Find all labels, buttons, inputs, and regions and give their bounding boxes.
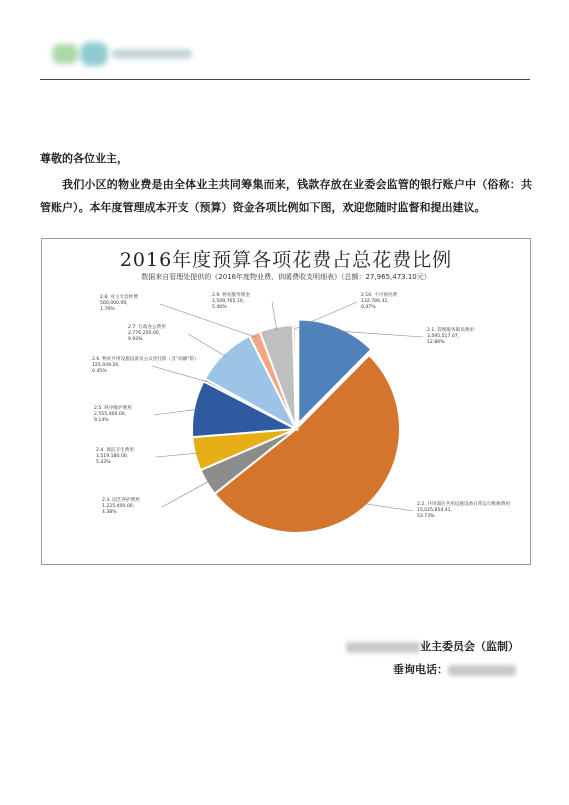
leader-line	[156, 453, 199, 457]
pie-chart	[42, 239, 530, 564]
committee-suffix: 业主委员会（监制）	[420, 640, 519, 653]
committee-name-blurred	[346, 642, 420, 653]
leader-line	[188, 334, 227, 357]
leader-line	[363, 503, 413, 511]
data-label: 2.6. 物业共用设施设备及公众责任险（含“高额”险） 125,939.20， 0.45%	[92, 357, 199, 374]
data-label: 2.7. 行政办公费用 2,776,250.00， 9.93%	[128, 325, 166, 342]
logo-leaf-icon	[52, 44, 78, 64]
data-label: 2.8. 业主大会经费 500,000.00， 1.79%	[100, 295, 138, 312]
leader-line	[154, 409, 198, 415]
leader-line	[160, 304, 256, 337]
header-logo	[52, 40, 192, 66]
phone-line	[393, 661, 516, 677]
chart-subtitle: 数据来自管理处提供的《2016年度物业费、供暖费收支明细表》（总额：27,965,473.10元）	[141, 273, 431, 281]
data-label: 2.10. 不可预见费 132,786.32， 0.47%	[361, 293, 398, 310]
data-label: 2.2. 共用部位共用设施设备日常运行维修费用 15,025,854.41， 53.73%	[417, 502, 510, 519]
data-label: 2.3. 园艺养护费用 1,225,400.00， 4.38%	[102, 498, 140, 515]
leader-line	[152, 366, 208, 382]
pie-chart-frame	[41, 238, 531, 565]
body-paragraph: 我们小区的物业费是由全体业主共同筹集而来，钱款存放在业委会监管的银行账户中（俗称：共管账户）。本年度管理成本开支（预算）资金各项比例如下图，欢迎您随时监督和提出建议。	[40, 178, 532, 214]
logo-text-blurred	[112, 49, 192, 59]
data-label: 2.1. 管理服务职员费用 3,595,517.07， 12.86%	[427, 328, 474, 345]
leader-line	[162, 480, 210, 507]
data-label: 2.4. 保洁卫生费用 1,519,180.00， 5.43%	[96, 448, 134, 465]
committee-signature	[346, 638, 519, 654]
phone-label: 垂询电话：	[393, 663, 448, 676]
data-label: 2.5. 秩序维护费用 2,555,400.00， 9.14%	[94, 406, 132, 423]
greeting: 尊敬的各位业主，	[40, 152, 128, 165]
chart-title: 2016年度预算各项花费占总花费比例	[119, 249, 453, 271]
phone-number-blurred	[448, 665, 516, 676]
logo-mark-icon	[80, 42, 108, 66]
header-divider	[40, 79, 530, 80]
data-label: 2.9. 物业服务佣金 1,509,765.10， 5.40%	[212, 293, 250, 310]
